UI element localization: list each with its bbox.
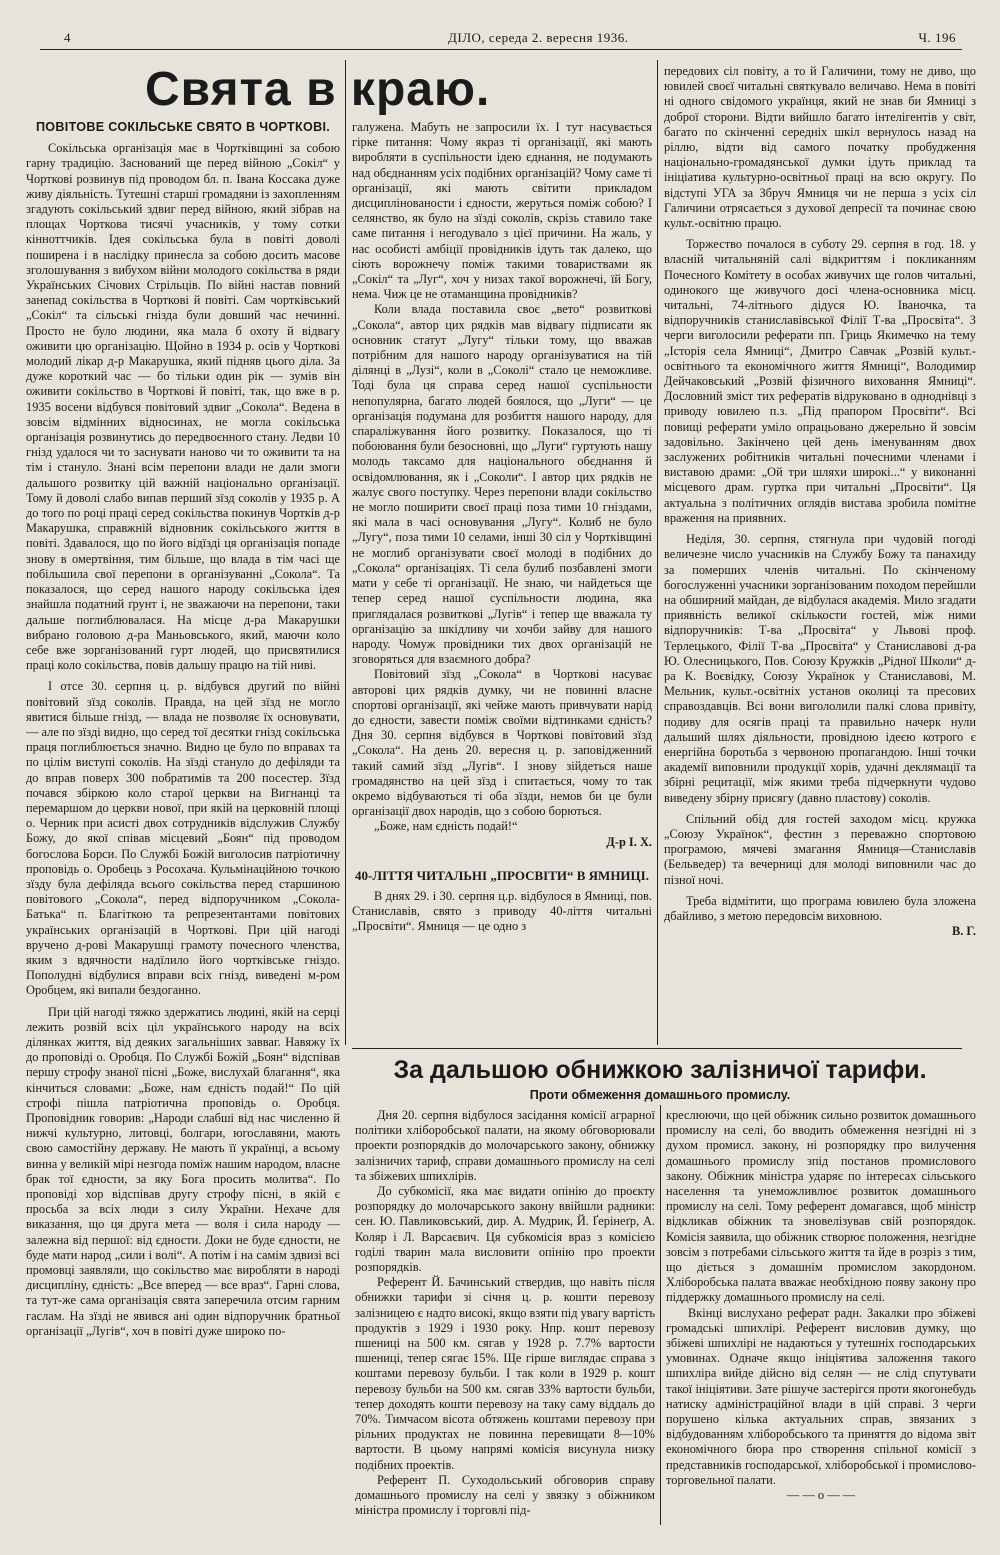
article3-paragraph: Вкінці вислухано реферат радн. Закалки про збіжеві громадські шпихлірі. Референт висловив думку, що збіжеві шпихлірі не надаються у тутешніх господарських умовинах. Одначе якщо ініціятива заложення такого шпихліра вийде дійсно від селян — не слід спутувати такої ініціятиви. Зате рішуче застерігся проти якогонебудь натиску адміністраційної влади в цій справі. З черги порушено кілька актуальних справ, звязаних з відбудованням хліборобського та приняття до відома звіт економічного бюра про створення спільної комісії з представників господарської, хліборобської і промислово-торговельної палати. [666, 1305, 976, 1487]
article1-col2 [352, 120, 652, 1055]
article3-title: За дальшою обнижкою залізничої тарифи. [393, 1056, 927, 1084]
article3-col-a [355, 1108, 655, 1528]
article1-paragraph: Сокільська організація має в Чортківщині за собою гарну традицію. Заснований ще перед війною „Сокіл“ у Чорткові розвинув під проводом бл. п. Івана Коссака дуже живу діяльність. Тутешні старші громадяни із захопленням згадують сокільський здвиг перед війною, який зібрав на площах Чорткова тисячі учасників, у тому сотки кінноттчиків. Ідея сокільська була в повіті доволі поширена і в наслідку принесла за собою досить масове зголошування з вибухом війни молодого сокільства в ряди Українських Січових Стрільців. По війні настав повний занепад сокільства в Чорткові й повіті. Сам чортківський „Сокіл“ та сільські гнізда були довший час нечинні. Просто не було людини, яка мала б охоту й відвагу оживити цю організацію. Щойно в 1934 р. осів у Чорткові молодий лікар д-р Макарушка, який підняв цього діла. За дуже короткий час — бо тільки один рік — зумів він оживити сокільство в Чорткові й повіті, так, що вже в р. 1935 восени відбувся повітовий здвиг „Сокола“. Ведена в зовсім відмінних відносинах, не могла сокільська організація розвинутись до передвоєнного стану. Ледви 10 гнізд удалося чи то заснувати наново чи то оживити та на тім і станулo. Знані всім перепони влади не дали змоги дальшого розвитку цій важній національно організації. Тому й доволі слабо випав перший зїзд соколів у 1935 р. А до того по році праці серед сокільства покинув Чортків д-р Макарушка, справжній відновник сокільського життя в повіті. Здавалося, що по його відїзді ця організація попаде знову в омертвіння, тим більше, що влада в тім часі ще побільшила свої перепони в організуванні „Сокола“. Та показалося, що серед нашого народу сокільська ідея знайшла податний ґрунт і, не зважаючи на перепони, таки дальше поглиблювалася. На місце д-ра Макарушки вибрано головою д-ра Маньовського, який, маючи коло себе вже зорганізований гурт людей, що присвятилися праці коло сокільства, повів дальшу працю на тій ниві. [26, 141, 340, 673]
article1-col1 [26, 120, 340, 1525]
article3-paragraph: Дня 20. серпня відбулося засідання комісії аграрної політики хліборобської палати, на якому обговорювали проекти розпорядків до молочарського закону, обнижку залізничих тариф, справи домашнього промислу на селі та збіжевих шпихлірів. [355, 1108, 655, 1183]
article1-paragraph: галужена. Мабуть не запросили їх. І тут насувається гірке питання: Чому якраз ті організації, які мають виробляти в суспільности ідею єднання, не подумають над обєднанням усіх подібних організацій? Чому саме ті організації, які мають світити прикладом дисциплінованости і єдности, жеруться поміж собою? І селянство, як було на зїзді соколів, скрізь ставило таке саме питання і негодувало з цієї причини. На жаль, у нас особисті амбіції провідників ідуть так далеко, що сіють ворожнечу поміж такими товариствами як „Сокіл“ та „Луг“, хоч у низах такої ворожнечі, їй Богу, нема. Чиж це не отаманщина провідників? [352, 120, 652, 302]
header-rule [40, 49, 962, 50]
article3-subtitle: Проти обмеження домашнього промислу. [529, 1088, 791, 1102]
article3-col-b [666, 1108, 976, 1528]
article3-paragraph: креслюючи, що цей обіжник сильно розвиток домашнього промислу на селі, бо вводить обмеження незгідні ні з духом промисл. закону, ні розпорядку про вилучення домашнього промислу зпід постанов промислового закону. Обіжник міністра ударяє по інтересах сільського населення та унеможливлює розвиток домашнього промислу на селі. Тому референт домагався, щоб міністр відкликав обіжник та зновелізував свій розпорядок. Комісія заявила, що обіжник створює положення, незгідне зовсім з потребами сільського життя та йде в розріз з тим, що діється з домашнім промислом закордоном. Хліборобська палата вважає необхідною появу закону про піддержку домашнього промислу на селі. [666, 1108, 976, 1305]
end-mark: — — о — — [786, 1488, 856, 1503]
masthead-date: ДІЛО, середа 2. вересня 1936. [448, 30, 629, 45]
article3-paragraph: Референт П. Суходольський обговорив справу домашнього промислу на селі у звязку з обіжником міністра промислу і торговлі під- [355, 1472, 655, 1518]
article1-signature: Д-р І. Х. [606, 834, 652, 849]
article2-paragraph: В днях 29. і 30. серпня ц.р. відбулося в Ямниці, пов. Станиславів, свято з приводу 40-ліття читальні „Просвіти“. Ямниця — це одно з [352, 888, 652, 934]
article2-signature: В. Г. [951, 924, 976, 939]
article1-closing-quote: „Боже, нам єдність подай!“ [374, 819, 518, 834]
article3-paragraph: Референт Й. Бачинський ствердив, що навіть після обнижки тарифи зі січня ц. р. кошти перевозу залізницею є надто високі, якщо взяти під увагу вартість продуктів з 1929 і 1930 року. Нпр. кошт перевозу пшениці на 500 км. сягав у 1928 р. 7.7% вартости пшениці, тепер сягає 15%. Ще гірше виглядає справа з коштами перевозу бульби. І так коли в 1929 р. кошт перевозу бульби на 500 км. сягав 33% вартости бульби, тепер доходять кошти перевозу на таку саму віддаль до 70%. Тимчасом вісота обтяжень коштами перевозу при рільних продуктах не повинна перевищати 8—10% вартости. В цьому напрямі комісія висунула низку подібних проектів. [355, 1275, 655, 1472]
page-number: 4 [64, 30, 71, 45]
article1-paragraph: Коли влада поставила своє „вето“ розвиткові „Сокола“, автор цих рядків мав відвагу підписати як основник статут „Лугу“ тільки тому, що вважав потрібним для нашого народу організуватися на тій ділянці в „Лузі“, коли в „Соколі“ стало це неможливе. Тоді була ця справа серед нашої суспільности непопулярна, багато людей боялося, що „Луги“ — це організація подумана для розбиття нашого народу, для спараліжування його розвитку. Показалося, що ті побоювання були безосновні, що „Луги“ гуртують нашу молодь таксамо для національного обєднання й освідомлювання, як і „Соколи“. І автор цих рядків не жалує свого поступку. Через перепони влади сокільство не могло поширити своєї праці поза тими 10 гніздами, які мала в часі основування „Лугу“. Колиб не було „Лугу“, поза тими 10 селами, інші 30 сіл у Чортківщині не моглиб організувати своєї молоді в подібних до „Сокола“ організаціях. Ті села булиб позбавлені змоги мати у себе ті організації. Не знаю, чи найдеться ще тепер серед нашої суспільности людина, яка приглядалася розвиткові „Лугів“ і тепер ще вважала ту організацію за шкідливу чи хочби зайву для нашого народу. Чомуж провідники тих двох організацій не зговоряться для взаємного добра? [352, 302, 652, 667]
article1-paragraph: І отсе 30. серпня ц. р. відбувся другий по війні повітовий зїзд соколів. Правда, на цей зїзд не могло явитися більше гнізд, — влада не позволяє їх основувати, — але по зїзді видно, що серед тої десятки гнізд сокільська праця поглиблюється значно. Видно це було по вправах та по цілім виступі соколів. На зїзді станулo до дефіляди та до вправ поверх 300 побратимів та 200 посестер. Зїзд почався збіркою коло старої церкви на Вигнанці та перемаршом до церкви нової, при якій на церковній площі о. Черник при асисті двох сотрудників відслужив Службу Божу, до якої співав місцевий „Боян“ під проводом богослова Борси. По Службі Божій виголосив патріотичну проповідь о. Оробець з Росохача. Кульмінаційною точкою зїзду була дефіляда всього сокільства перед старшиною повітового „Сокола“, перед відпоручником „Сокола-Батька“ п. Благіткою та репрезентантами повітових українських організацій в Чорткові. При цій нагоді вручено д-рові Макарушці грамоту почесного членства, яким з вдячности надїлило його чортківське гніздо. Пополудні відбулися вправи всіх гнізд, виведені м-ром Оробцем, які випали бездоганно. [26, 679, 340, 998]
article1-paragraph: При цій нагоді тяжко здержатись людині, якій на серці лежить розвій всіх ціл українського народу на всіх ділянках життя, від деяких загальніших завваг. Навяжу їх до проповіді о. Оробця. По Службі Божій „Боян“ відспівав першу строфу знаної пісні „Боже, вислухай благання“, яка кінчиться словами: „Боже, нам єдність подай!“ По цій строфі пішла патріотична проповідь о. Оробця. Проповідник говорив: „Народи слабші від нас численно й нижчі культурно, литовці, болгари, югославяни, мають свою самостійну державу. Не мають її українці, а всьому винна у великій мірі незгода поміж нашим народом, власне брак тої єдности, за яку Бога просить молитва“. По проповіді хор відспівав другу строфу пісні, в якій є просьба за всіх люди з силу України. Нехаче для виказання, що ця друга мета — воля і сила народу — залежна від першої: від єдности. Доки не буде єдности, не буде мати народ „сили і волі“. А потім і на самім здвизі всі промовці заявляли, що сокільство має виробляти в народі дисципліну, єдність: „Все вперед — все враз“. Гарні слова, та тут-же сама організація свята заперечила отсим гарним гаслам. На зїзді не явився ані один відпоручник братньої організації „Лугів“, хоч в повіті дуже широко по- [26, 1004, 340, 1338]
article2-title: 40-ЛІТТЯ ЧИТАЛЬНІ „ПРОСВІТИ“ В ЯМНИЦІ. [355, 867, 649, 883]
article1-title: ПОВІТОВЕ СОКІЛЬСЬКЕ СВЯТО В ЧОРТКОВІ. [35, 120, 331, 134]
article2-paragraph: Неділя, 30. серпня, стягнула при чудовій погоді величезне число учасників на Службу Божу та панахиду за померших членів читальні. По скінченому богослуженні учасники зорганізованим походом перейшли на обширний майдан, де відбулася академія. Мило згадати приявність великої скількости гостей, між ними відпоручників: Т-ва „Просвіта“ у Львові проф. Терлецького, Філії Т-ва „Просвіта“ у Станиславові д-ра Ю. Олесницького, Пов. Союзу Кружків „Рідної Школи“ д-ра К. Воєвідку, Союзу Українок у Станиславові, М. Мельник, культ.-освітніх установ околиці та пресових справоздавців. Всі вони вигололили палкі слова привіту, подиву для осягів праці та правильно начерк нули дальший шлях діяльности, провідною ідеєю котрого є енергійна боротьба з червоною пропагандою. Інші точки академії виповнили продукції хорів, удачні деклямації та збірні рецитації, між якими треба підчеркнути чудово виведену збірну присягу (давно пластову) соколів. [664, 532, 976, 805]
article3-paragraph: До субкомісії, яка має видати опінію до проєкту розпорядку до молочарського закону ввійшли радники: сен. Ю. Павликовський, дир. А. Мудрик, Й. Ґерінеґр, А. Коляр і Л. Варсаєвич. Ця субкомісія враз з комісією годілі тварин мала висловити опінію про проекти розпорядків. [355, 1184, 655, 1275]
article2-col3 [664, 64, 976, 1049]
section-rule [352, 1048, 962, 1049]
article2-paragraph: передових сіл повіту, а то й Галичини, тому не диво, що ювилей своєї читальні святкувало величаво. Нема в повіті ні одного свідомого українця, який не знав би Ямниці з доброї сторони. Відти вийшло багато інтелігентів у світ, багато по скінченні середніх шкіл вернулось назад на ріллю, відти від самого початку пробудження національно-громадянської думки ідуть приклад та ініціатива культурно-освітньої праці на всю округу. По відступі УГА за Збруч Ямниця чи не перша з усіх сіл Галичини отрясається з духової депресії та починає свою культ.-освітню працю. [664, 64, 976, 231]
article1-paragraph: Повітовий зїзд „Сокола“ в Чорткові насуває авторові цих рядків думку, чи не повинні власне спортові організації, які чейже мають привчувати нарід до єдности, завести поміж своїми відтинками єдність? Дня 30. серпня відбувся в Чорткові повітовий зїзд „Сокола“. На день 20. вересня ц. р. заповідженний такий самий зїзд „Лугів“. І знову зійдеться наше громадянство на цей зїзд і спитається, чому то так окремо відбуваються ті оба зїзди, немов би це були організації двох народів, що з собою борються. [352, 667, 652, 819]
column-rule [345, 60, 346, 1045]
main-headline: Свята в краю. [145, 63, 491, 116]
article2-paragraph: Треба відмітити, що програма ювилею була зложена дбайливо, з метою передовсім виховною. [664, 893, 976, 923]
issue-number: Ч. 196 [918, 30, 956, 45]
article2-paragraph: Торжество почалося в суботу 29. серпня в год. 18. у власній читальняній салі відкриттям і покликанням Почесного Комітету в особах живучих ще голов читальні, одинокого ще живучого досі члена-основника місц. читальні, 74-літнього дідуся Ю. Іваночка, та відпоручників станиславівської Філії Т-ва „Просвіта“. З черги виголосили реферати пп. Гриць Якимечко на тему „Історія села Ямниці“, Дмитро Савчак „Розвій культ.-освітнього та економічного життя Ямниці“, Володимир Дейчаковський „Розвій фізичного виховання Ямниці“. Дословний зміст тих рефератів відруковано в одноднівці з приводу ювилею п.з. „Під прапором Просвіти“. Всі повищі реферати уміло опрацьовано джерельно й зовсім задовільно. Закінчено цей день іменуванням двох заслужених робітників читальні почесними членами і виставою драми: „Ой три шляхи широкі...“ у виконанні місцевого драм. гуртка при читальні „Просвіти“. Ця актуальна з політичних оглядів вистава зробила помітне враження на приявних. [664, 237, 976, 525]
article2-paragraph: Спільний обід для гостей заходом місц. кружка „Союзу Українок“, фестин з переважно спортовою програмою, мячеві змагання Ямниця—Станиславів (Бельведер) та вечерниці для молоді виповнили час до пізної ночі. [664, 811, 976, 887]
column-rule [657, 60, 658, 1045]
column-rule [660, 1105, 661, 1525]
